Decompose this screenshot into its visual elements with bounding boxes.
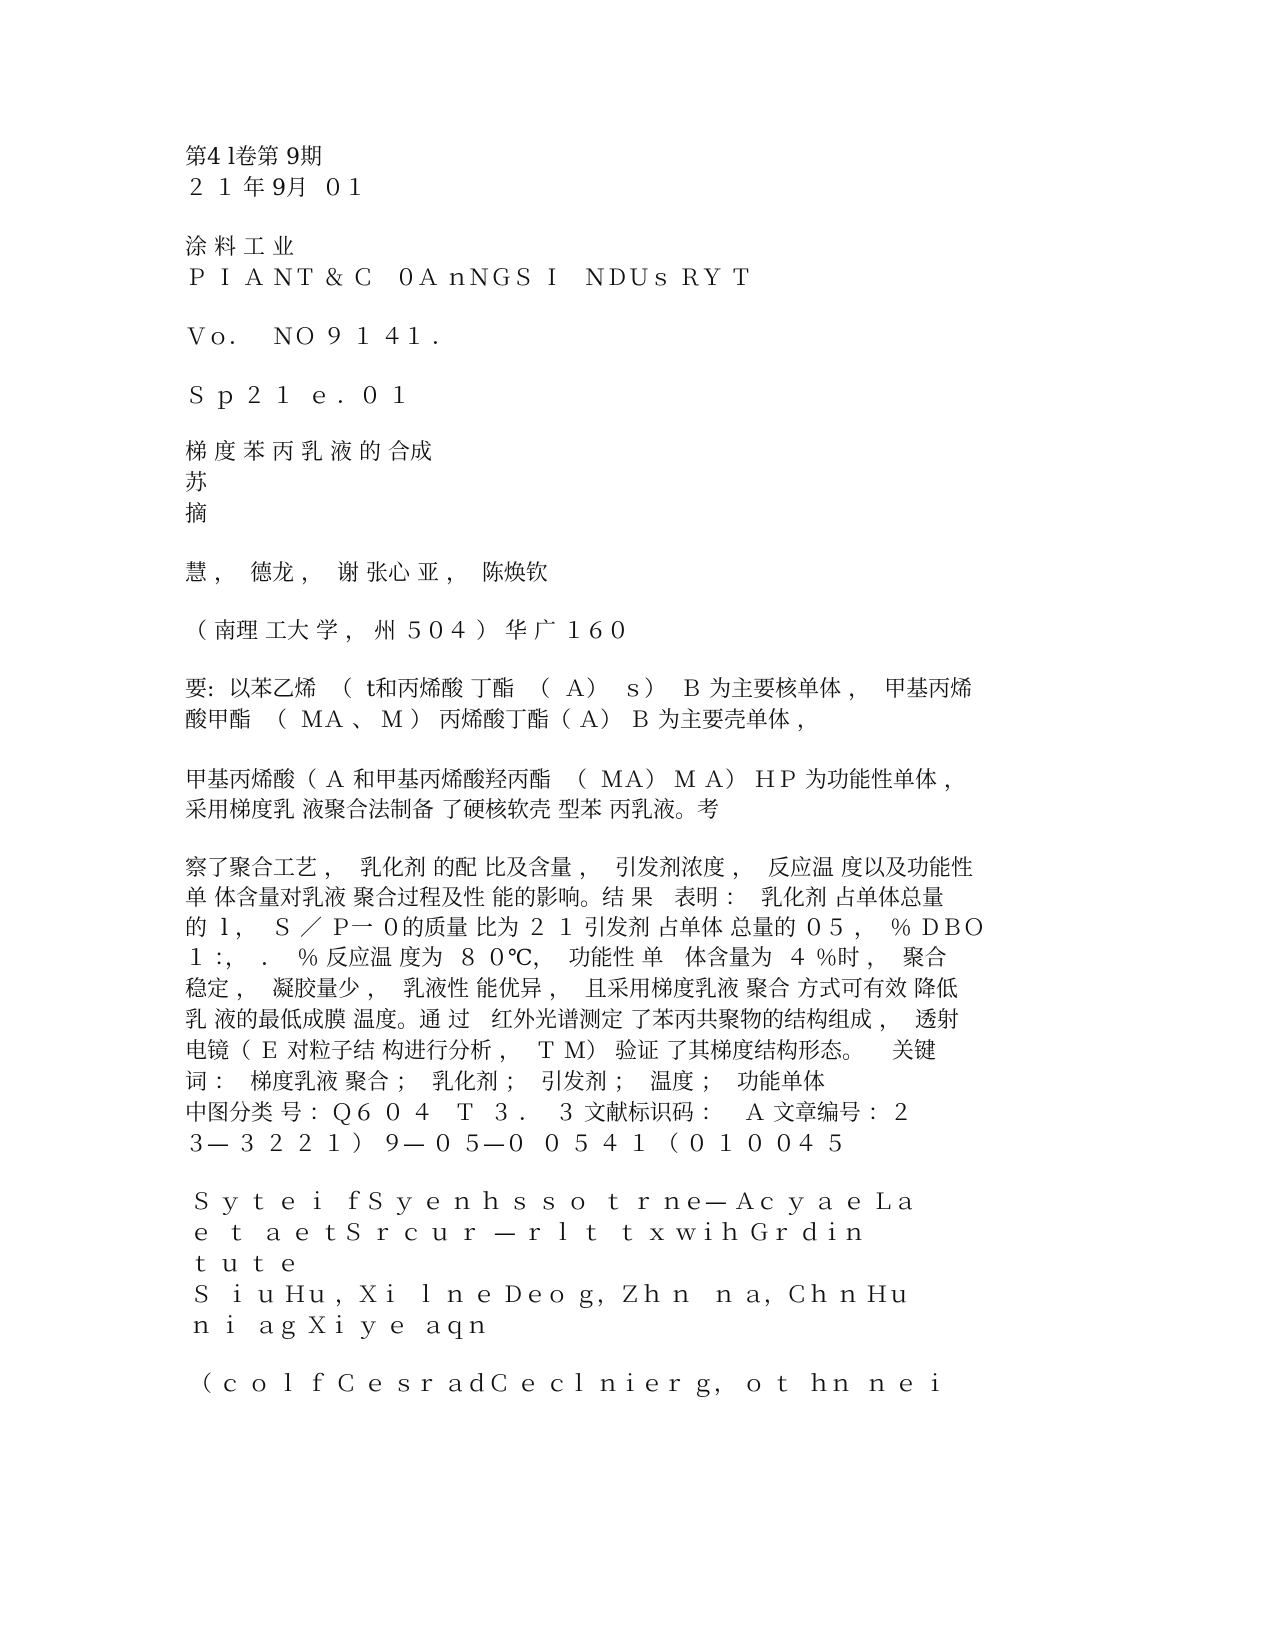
article-title: 梯 度 苯 丙 乳 液 的 合成 bbox=[185, 440, 432, 465]
abstract-line: 电镜（ Ｅ 对粒子结 构进行分析 ， Ｔ Ｍ） 验证 了其梯度结构形态。 关键 bbox=[185, 1039, 936, 1064]
publication-month: Ｓ ｐ ２ １ ｅ ．０ １ bbox=[185, 384, 410, 409]
english-title: ｅ ｔ ａ ｅ ｔＳ ｒ ｃ ｕ ｒ — ｒ ｌ ｔ ｔ ｘ ｗｉｈ Ｇｒ ｄｉｎ bbox=[190, 1221, 865, 1246]
abstract-line: 甲基丙烯酸（ Ａ 和甲基丙烯酸羟丙酯 （ ＭＡ） Ｍ Ａ） ＨＰ 为功能性单体 ， bbox=[185, 768, 966, 793]
abstract-line: 稳定 ， 凝胶量少 ， 乳液性 能优异 ， 且采用梯度乳液 聚合 方式可有效 降低 bbox=[185, 977, 958, 1002]
english-authors: ｎ ｉ ａｇ Ｘｉ ｙ ｅ ａｑｎ bbox=[190, 1314, 488, 1339]
affiliation: （ 南理 工大 学 ， 州 ５０４ ） 华 广 １６０ bbox=[185, 619, 629, 644]
article-number-line: ３— ３ ２ ２ １ ） ９— ０ ５—０ ０ ５ ４ １ （ ０ １ ０ ０４ ５ bbox=[185, 1132, 846, 1157]
abstract-line: 酸甲酯 （ ＭＡ 、 Ｍ ） 丙烯酸丁酯（ Ａ） Ｂ 为主要壳单体 ， bbox=[185, 708, 819, 733]
english-title: ｔ ｕ ｔ ｅ bbox=[190, 1252, 299, 1277]
english-title: Ｓ ｙ ｔ ｅ ｉ ｆＳ ｙ ｅ ｎ ｈ ｓ ｓ ｏ ｔ ｒ ｎｅ— Ａｃ ｙ ａ ｅ Ｌａ bbox=[190, 1190, 916, 1215]
abstract-line: 单 体含量对乳液 聚合过程及性 能的影响。结 果 表明 ： 乳化剂 占单体总量 bbox=[185, 886, 944, 911]
abstract-line: 察了聚合工艺 ， 乳化剂 的配 比及含量 ， 引发剂浓度 ， 反应温 度以及功能性 bbox=[185, 856, 973, 881]
abstract-line: １ ：， ． ％ 反应温 度为 ８ ０℃， 功能性 单 体含量为 ４ ％时 ， 聚合 bbox=[185, 946, 947, 971]
english-affiliation: （ ｃ ｏ ｌ ｆ Ｃ ｅ ｓｒ ａｄＣ ｅ ｃｌ ｎｉｅｒ ｇ， ｏ ｔ ｈｎ ｎ ｅ ｉ bbox=[190, 1372, 946, 1397]
classification-line: 中图分类 号 ：Ｑ６ ０ ４ Ｔ ３ ． ３ 文献标识码 ： Ａ 文章编号 ：２ bbox=[185, 1101, 912, 1126]
abstract-line: 要: 以苯乙烯 （ t和丙烯酸 丁酯 （ Ａ） ｓ） Ｂ 为主要核单体 ， 甲基丙烯 bbox=[185, 677, 973, 702]
journal-title-cn: 涂 料 工 业 bbox=[185, 235, 294, 260]
authors: 慧 ， 德龙 ， 谢 张心 亚 ， 陈焕钦 bbox=[185, 561, 548, 586]
keywords-line: 词 ： 梯度乳液 聚合 ； 乳化剂 ； 引发剂 ； 温度 ； 功能单体 bbox=[185, 1070, 825, 1095]
journal-title-en: Ｐ Ｉ Ａ ＮＴ ＆ Ｃ ０Ａ ｎＮＧＳ Ｉ ＮＤＵｓ ＲＹ Ｔ bbox=[185, 266, 752, 291]
volume-issue: 第4 l卷第 9期 bbox=[185, 145, 323, 170]
article-title-fragment: 苏 bbox=[185, 471, 208, 496]
abstract-line: 乳 液的最低成膜 温度。通 过 红外光谱测定 了苯丙共聚物的结构组成 ， 透射 bbox=[185, 1008, 959, 1033]
volume-number: Ｖｏ． ＮＯ ９ １ ４１ ． bbox=[185, 325, 454, 350]
abstract-line: 的 l ， Ｓ ／ Ｐ一 ０的质量 比为 ２ １ 引发剂 占单体 总量的 ０５ ， ％ ＤＢＯ bbox=[185, 916, 985, 941]
abstract-line: 采用梯度乳 液聚合法制备 了硬核软壳 型苯 丙乳液。考 bbox=[185, 798, 719, 823]
abstract-label-fragment: 摘 bbox=[185, 502, 208, 527]
english-authors: Ｓ ｉ ｕ Ｈｕ ，Ｘｉ ｌ ｎ ｅ Ｄｅｏ ｇ，Ｚｈ ｎ ｎ ａ，Ｃｈ ｎ Ｈｕ bbox=[190, 1283, 910, 1308]
issue-date: ２ １ 年 9月 ０１ bbox=[185, 176, 366, 201]
